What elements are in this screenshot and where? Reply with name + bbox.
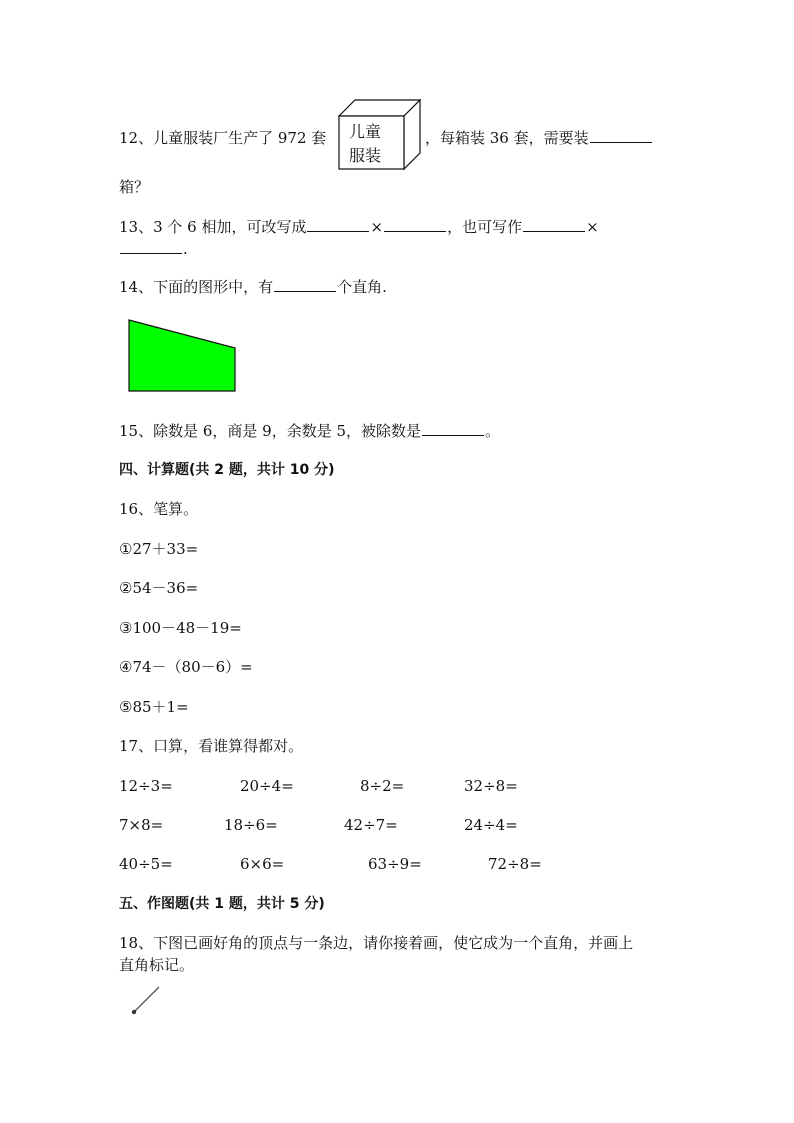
angle-ray-line	[134, 987, 159, 1012]
q14-text-a: 14、下面的图形中，有	[119, 278, 274, 296]
question-13	[119, 217, 599, 237]
angle-vertex-point	[132, 1010, 136, 1014]
angle-ray-figure[interactable]	[127, 980, 167, 1020]
q12-tail: 箱？	[119, 178, 150, 196]
q13-blank-1[interactable]	[307, 217, 369, 232]
q17-r3-c3: 63÷9=	[368, 855, 422, 873]
section-4-heading: 四、计算题(共 2 题，共计 10 分)	[119, 462, 335, 478]
q17-r1-c3: 8÷2=	[360, 777, 405, 795]
section-5-heading: 五、作图题(共 1 题，共计 5 分)	[119, 896, 325, 912]
q12-text-after: ，每箱装 36 套，需要装	[425, 129, 589, 147]
green-trapezoid-figure	[127, 318, 239, 394]
box-label-line1: 儿童	[349, 122, 382, 141]
q15-answer-blank[interactable]	[422, 421, 484, 436]
q18-line2: 直角标记。	[119, 956, 195, 974]
q13-blank-4[interactable]	[120, 239, 182, 254]
q15-text-a: 15、除数是 6，商是 9，余数是 5，被除数是	[119, 422, 422, 440]
q17-r1-c2: 20÷4=	[240, 777, 294, 795]
q16-item-2: ②54－36=	[119, 579, 199, 597]
q13-line2	[119, 239, 188, 259]
question-12	[119, 128, 326, 148]
q17-r2-c4: 24÷4=	[464, 816, 518, 834]
q17-r3-c2: 6×6=	[240, 855, 285, 873]
q16-title: 16、笔算。	[119, 500, 199, 518]
q18-line1: 18、下图已画好角的顶点与一条边，请你接着画，使它成为一个直角，并画上	[119, 934, 634, 952]
q15-text-b: 。	[485, 422, 501, 440]
q17-r2-c2: 18÷6=	[224, 816, 278, 834]
question-15	[119, 421, 500, 441]
q14-answer-blank[interactable]	[274, 277, 336, 292]
q13-blank-3[interactable]	[523, 217, 585, 232]
q13-text-b: ，也可写作	[447, 218, 523, 236]
q12-answer-blank[interactable]	[590, 128, 652, 143]
q12-continuation	[425, 128, 653, 148]
q17-r3-c4: 72÷8=	[488, 855, 542, 873]
q13-times-2: ×	[586, 218, 599, 236]
q13-blank-2[interactable]	[384, 217, 446, 232]
q13-times-1: ×	[370, 218, 384, 236]
trapezoid-shape	[129, 320, 235, 391]
q16-item-3: ③100－48－19=	[119, 619, 242, 637]
q17-r3-c1: 40÷5=	[119, 855, 173, 873]
q13-text-a: 13、3 个 6 相加，可改写成	[119, 218, 307, 236]
question-14	[119, 277, 387, 297]
q17-r2-c3: 42÷7=	[344, 816, 398, 834]
q16-item-5: ⑤85＋1=	[119, 698, 189, 716]
q17-title: 17、口算，看谁算得都对。	[119, 737, 304, 755]
q17-r2-c1: 7×8=	[119, 816, 164, 834]
q16-item-4: ④74－（80－6）=	[119, 658, 253, 676]
q12-text-before: 12、儿童服装厂生产了 972 套	[119, 129, 327, 147]
q16-item-1: ①27＋33=	[119, 540, 199, 558]
box-label-line2: 服装	[349, 146, 382, 165]
q14-text-b: 个直角.	[337, 278, 387, 296]
q17-r1-c1: 12÷3=	[119, 777, 173, 795]
q13-end: .	[183, 240, 188, 258]
q17-r1-c4: 32÷8=	[464, 777, 518, 795]
